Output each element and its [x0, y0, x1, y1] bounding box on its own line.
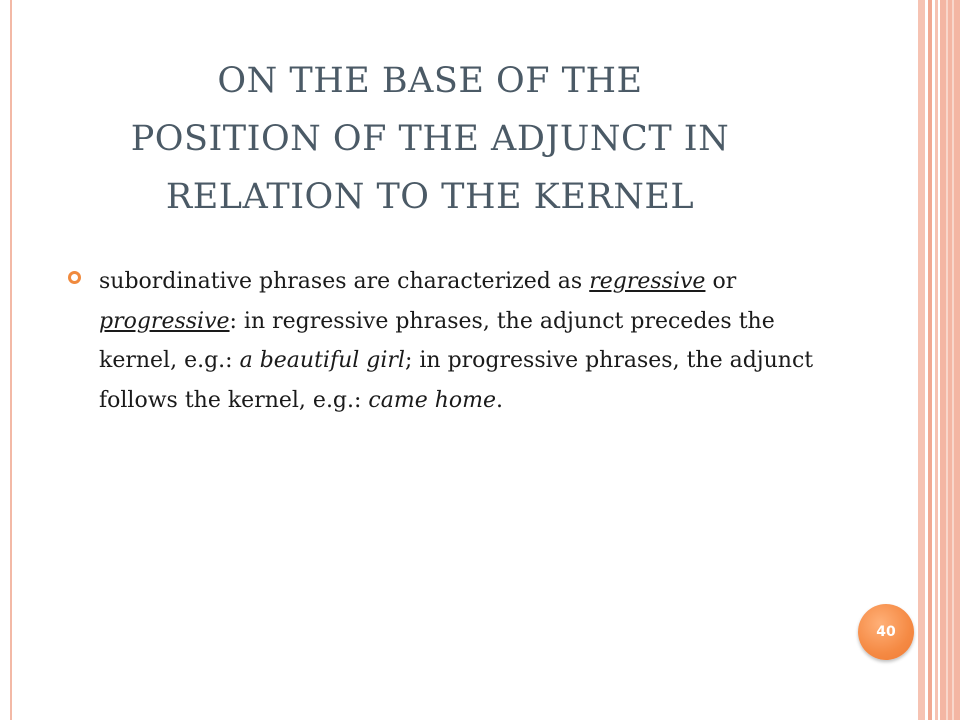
left-border-line: [10, 0, 12, 720]
term-regressive: regressive: [589, 269, 706, 294]
right-stripe: [935, 0, 938, 720]
slide-title: [40, 52, 820, 226]
page-number-badge: 40: [858, 604, 914, 660]
right-stripe: [952, 0, 954, 720]
text-run: .: [496, 387, 504, 413]
text-run: or: [705, 269, 737, 294]
right-stripe: [940, 0, 960, 720]
right-stripe: [928, 0, 932, 720]
example-progressive: came home: [368, 387, 497, 413]
example-regressive: a beautiful girl: [239, 348, 405, 373]
text-run: ; in progressive phrases, the adjunct follows the kernel, e.g.:: [99, 348, 814, 413]
title-line: POSITION OF THE ADJUNCT IN: [130, 119, 730, 159]
term-progressive: progressive: [99, 308, 230, 334]
right-stripe: [918, 0, 925, 720]
title-line: ON THE BASE OF THE: [217, 61, 643, 101]
right-stripe: [946, 0, 948, 720]
bullet-list: [68, 262, 828, 420]
text-run: : in regressive phrases, the adjunct precedes the kernel, e.g.:: [99, 308, 775, 373]
bullet-item: [99, 262, 828, 420]
text-run: subordinative phrases are characterized as: [99, 269, 590, 294]
title-line: RELATION TO THE KERNEL: [165, 177, 695, 217]
bullet-circle-icon: [68, 271, 81, 284]
